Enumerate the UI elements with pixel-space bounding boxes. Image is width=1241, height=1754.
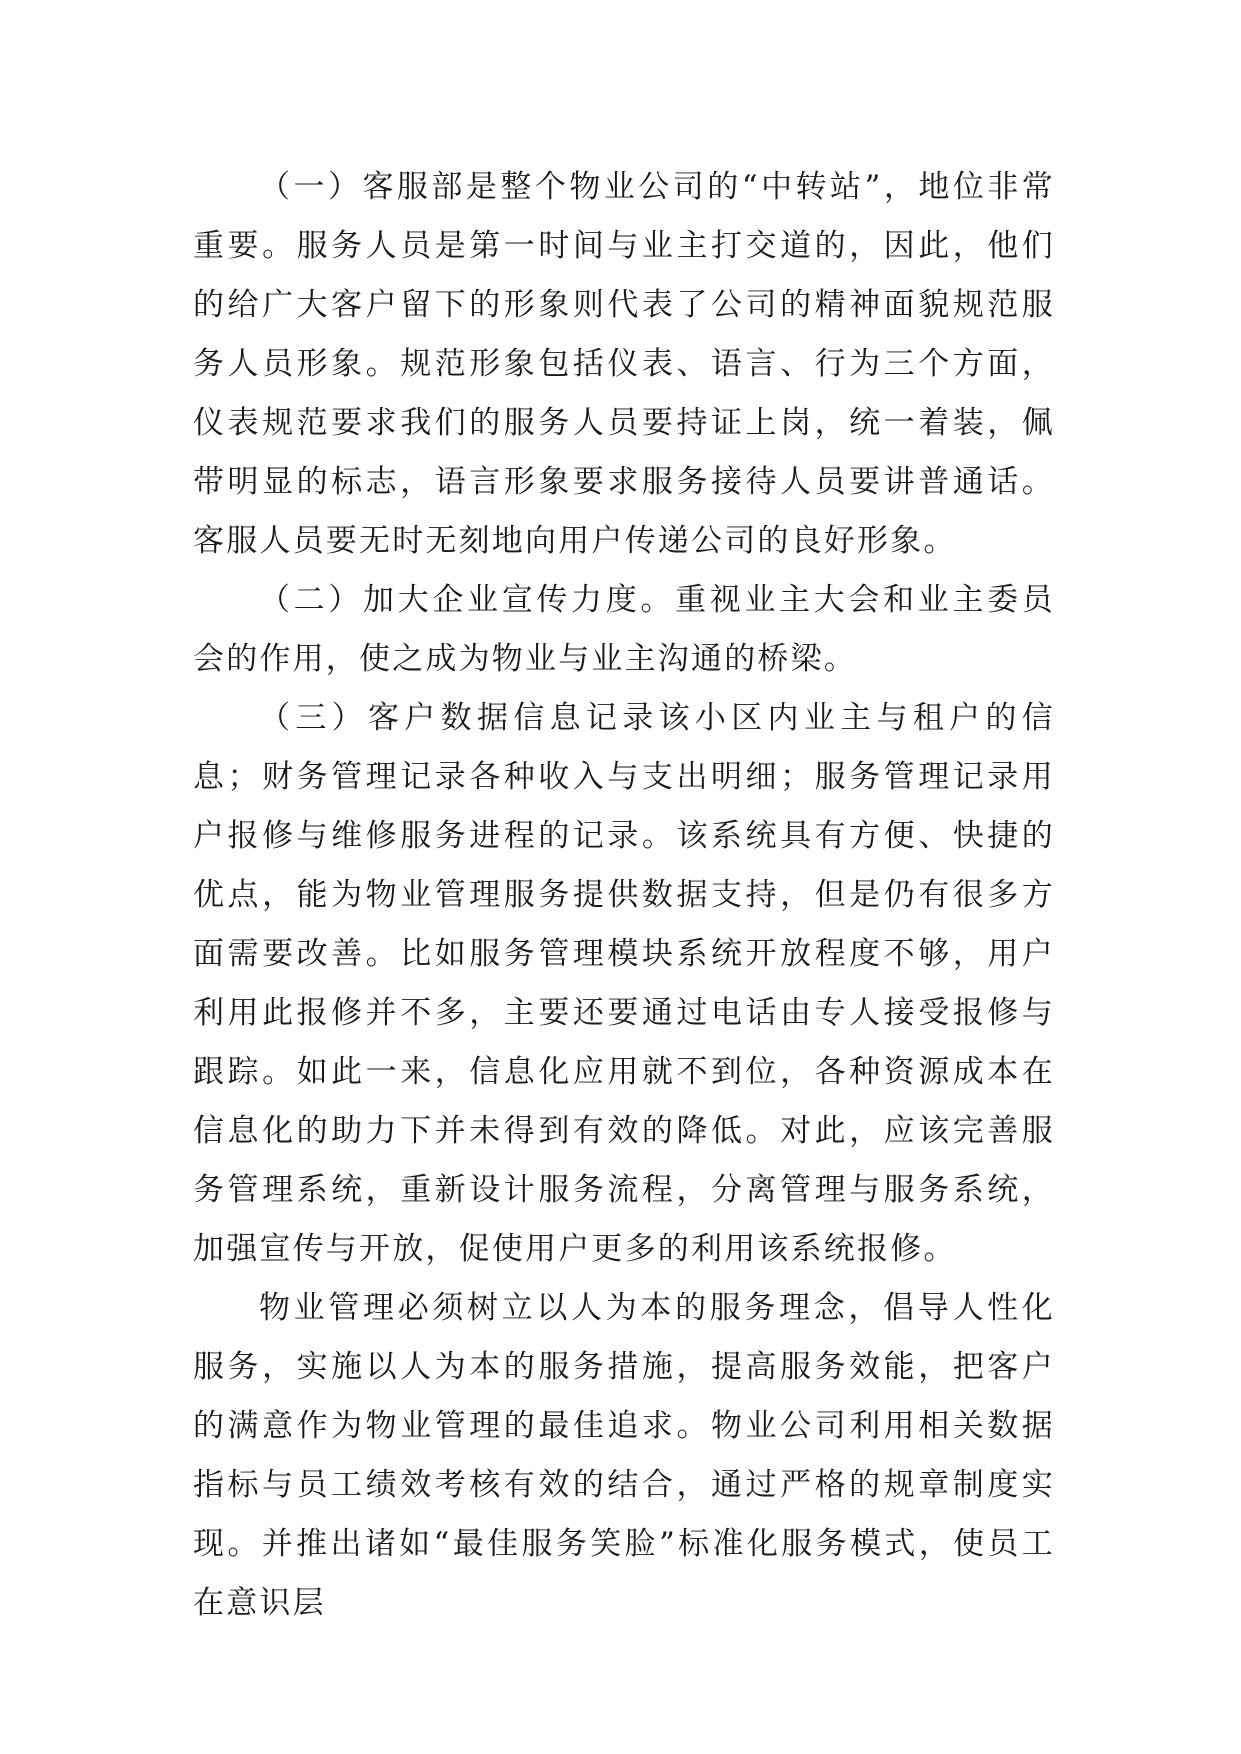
paragraph-publicity: （二）加大企业宣传力度。重视业主大会和业主委员会的作用，使之成为物业与业主沟通的桥梁。 xyxy=(193,582,1055,677)
paragraph-customer-service: （一）客服部是整个物业公司的“中转站”，地位非常重要。服务人员是第一时间与业主打交道的，因此，他们的给广大客户留下的形象则代表了公司的精神面貌规范服务人员形象。规范形象包括仪表、语言、行为三个方面，仪表规范要求我们的服务人员要持证上岗，统一着装，佩带明显的标志，语言形象要求服务接待人员要讲普通话。客服人员要无时无刻地向用户传递公司的良好形象。 xyxy=(193,169,1055,559)
paragraph-data-system: （三）客户数据信息记录该小区内业主与租户的信息；财务管理记录各种收入与支出明细；服务管理记录用户报修与维修服务进程的记录。该系统具有方便、快捷的优点，能为物业管理服务提供数据支持，但是仍有很多方面需要改善。比如服务管理模块系统开放程度不够，用户利用此报修并不多，主要还要通过电话由专人接受报修与跟踪。如此一来，信息化应用就不到位，各种资源成本在信息化的助力下并未得到有效的降低。对此，应该完善服务管理系统，重新设计服务流程，分离管理与服务系统，加强宣传与开放，促使用户更多的利用该系统报修。 xyxy=(193,700,1055,1267)
document-body xyxy=(193,158,1055,1633)
paragraph-service-concept: 物业管理必须树立以人为本的服务理念，倡导人性化服务，实施以人为本的服务措施，提高服务效能，把客户的满意作为物业管理的最佳追求。物业公司利用相关数据指标与员工绩效考核有效的结合，通过严格的规章制度实现。并推出诸如“最佳服务笑脸”标准化服务模式，使员工在意识层 xyxy=(193,1290,1055,1621)
